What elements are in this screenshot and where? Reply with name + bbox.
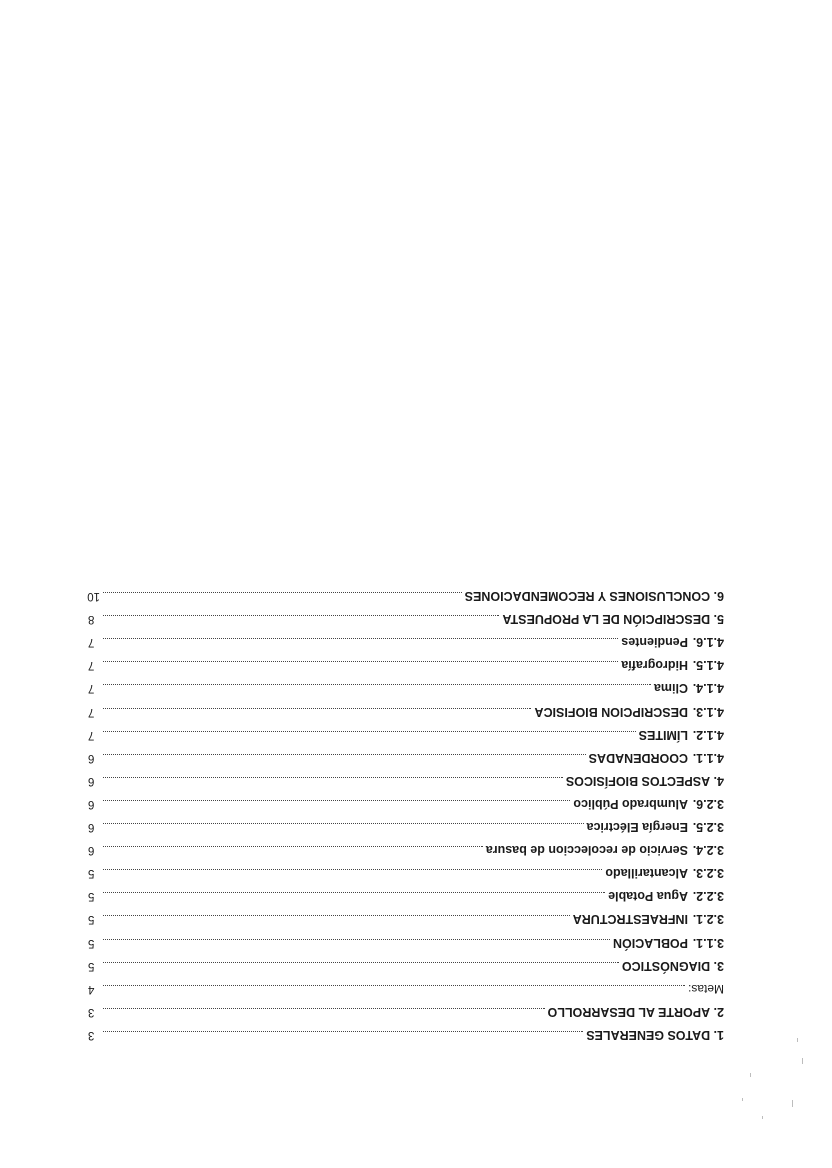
toc-entry-number: 4.1.5. [692, 658, 724, 673]
toc-entry [88, 612, 724, 632]
toc-entry-page-number: 6 [88, 844, 95, 857]
toc-entry-title: ASPECTOS BIOFÍSICOS [565, 773, 711, 788]
toc-entry [88, 705, 724, 725]
toc-entry [88, 843, 724, 863]
toc-entry-number: 4.1.3. [692, 704, 724, 719]
toc-entry-number: 3.2.1. [692, 912, 724, 927]
toc-dot-leader [103, 708, 532, 710]
toc-entry [88, 1005, 724, 1025]
toc-entry-page-number: 5 [88, 867, 95, 880]
toc-entry-number: 3.2.4. [692, 843, 724, 858]
toc-entry-page-number: 7 [88, 636, 95, 649]
toc-dot-leader [103, 869, 602, 871]
toc-entry-title: Agua Potable [608, 889, 688, 904]
scan-noise [742, 1038, 812, 1128]
toc-entry-number: 4.1.2. [692, 727, 724, 742]
toc-entry-page-number: 5 [88, 959, 95, 972]
toc-entry-number: 6. [710, 589, 724, 604]
toc-entry-page-number: 7 [88, 659, 95, 672]
toc-dot-leader [103, 777, 563, 779]
toc-entry-number: 3.2.5. [692, 820, 724, 835]
toc-entry-number: 4. [710, 773, 724, 788]
toc-entry-page-number: 7 [88, 682, 95, 695]
toc-dot-leader [103, 823, 584, 825]
toc-dot-leader [103, 939, 610, 941]
toc-entry-number: 5. [710, 612, 724, 627]
toc-dot-leader [103, 615, 499, 617]
toc-dot-leader [103, 754, 586, 756]
toc-entry [88, 982, 724, 1002]
toc-entry [88, 889, 724, 909]
toc-entry-number: 3.1.1. [692, 935, 724, 950]
toc-dot-leader [103, 1008, 545, 1010]
toc-entry-page-number: 6 [88, 751, 95, 764]
toc-entry-title: DIAGNÓSTICO [621, 958, 711, 973]
toc-entry-title: Servicio de recoleccion de basura [485, 843, 688, 858]
toc-dot-leader [103, 846, 483, 848]
toc-entry-title: INFRAESTRCTURA [572, 912, 688, 927]
toc-entry-title: Energía Eléctrica [586, 820, 688, 835]
toc-entry [88, 589, 724, 609]
toc-entry-page-number: 6 [88, 798, 95, 810]
toc-entry-page-number: 5 [88, 913, 95, 926]
toc-entry-page-number: 7 [88, 728, 95, 741]
toc-dot-leader [103, 962, 619, 964]
toc-entry-number: 3. [710, 958, 724, 973]
toc-dot-leader [103, 985, 685, 987]
table-of-contents [88, 578, 724, 1048]
toc-entry-page-number: 10 [87, 590, 100, 603]
toc-entry-title: Alumbrado Público [573, 797, 688, 811]
toc-entry [88, 1028, 724, 1048]
toc-dot-leader [103, 638, 618, 640]
toc-entry-title: COORDENADAS [588, 750, 688, 765]
toc-dot-leader [103, 661, 618, 663]
toc-entry [88, 728, 724, 748]
toc-entry [88, 635, 724, 655]
toc-entry-title: POBLACIÓN [613, 935, 688, 950]
toc-entry [88, 774, 724, 794]
toc-entry-title: Clima [653, 681, 688, 696]
toc-dot-leader [103, 916, 570, 918]
toc-entry [88, 797, 724, 817]
toc-entry [88, 936, 724, 956]
toc-entry [88, 658, 724, 678]
toc-dot-leader [103, 800, 570, 802]
toc-entry [88, 820, 724, 840]
toc-entry [88, 751, 724, 771]
toc-entry-page-number: 5 [88, 890, 95, 903]
toc-entry-number: 4.1.4. [692, 681, 724, 696]
toc-entry-title: Hidrografía [621, 658, 688, 673]
toc-entry-page-number: 6 [88, 774, 95, 787]
toc-dot-leader [103, 892, 605, 894]
toc-entry-page-number: 6 [88, 821, 95, 834]
toc-entry-page-number: 8 [88, 613, 95, 626]
toc-dot-leader [103, 592, 462, 594]
toc-entry [88, 913, 724, 933]
toc-entry-title: DESCRIPCION BIOFISICA [534, 704, 688, 719]
toc-entry-number: 1. [710, 1028, 724, 1042]
toc-entry-title: LÍMITES [638, 727, 688, 742]
toc-entry [88, 866, 724, 886]
toc-entry-title: Metas: [687, 981, 724, 996]
toc-entry-number: 4.1.1. [692, 750, 724, 765]
toc-entry [88, 682, 724, 702]
toc-entry-title: APORTE AL DESARROLLO [547, 1004, 711, 1019]
toc-dot-leader [103, 1031, 583, 1033]
toc-entry [88, 959, 724, 979]
toc-entry-page-number: 3 [88, 1005, 95, 1018]
toc-entry-page-number: 4 [88, 982, 95, 995]
toc-entry-title: Pendientes [621, 635, 688, 650]
toc-entry-title: CONCLUSIONES Y RECOMENDACIONES [464, 589, 711, 604]
toc-entry-number: 3.2.6. [692, 797, 724, 811]
toc-entry-title: Alcantarillado [605, 866, 688, 881]
toc-entry-page-number: 7 [88, 705, 95, 718]
toc-dot-leader [103, 731, 636, 733]
toc-dot-leader [103, 685, 651, 687]
toc-entry-number: 3.2.3. [692, 866, 724, 881]
toc-entry-page-number: 3 [88, 1029, 95, 1041]
toc-entry-page-number: 5 [88, 936, 95, 949]
toc-entry-title: DATOS GENERALES [586, 1028, 711, 1042]
toc-entry-number: 3.2.2. [692, 889, 724, 904]
toc-entry-title: DESCRIPCIÓN DE LA PROPUESTA [502, 612, 711, 627]
toc-entry-number: 4.1.6. [692, 635, 724, 650]
toc-entry-number: 2. [710, 1004, 724, 1019]
